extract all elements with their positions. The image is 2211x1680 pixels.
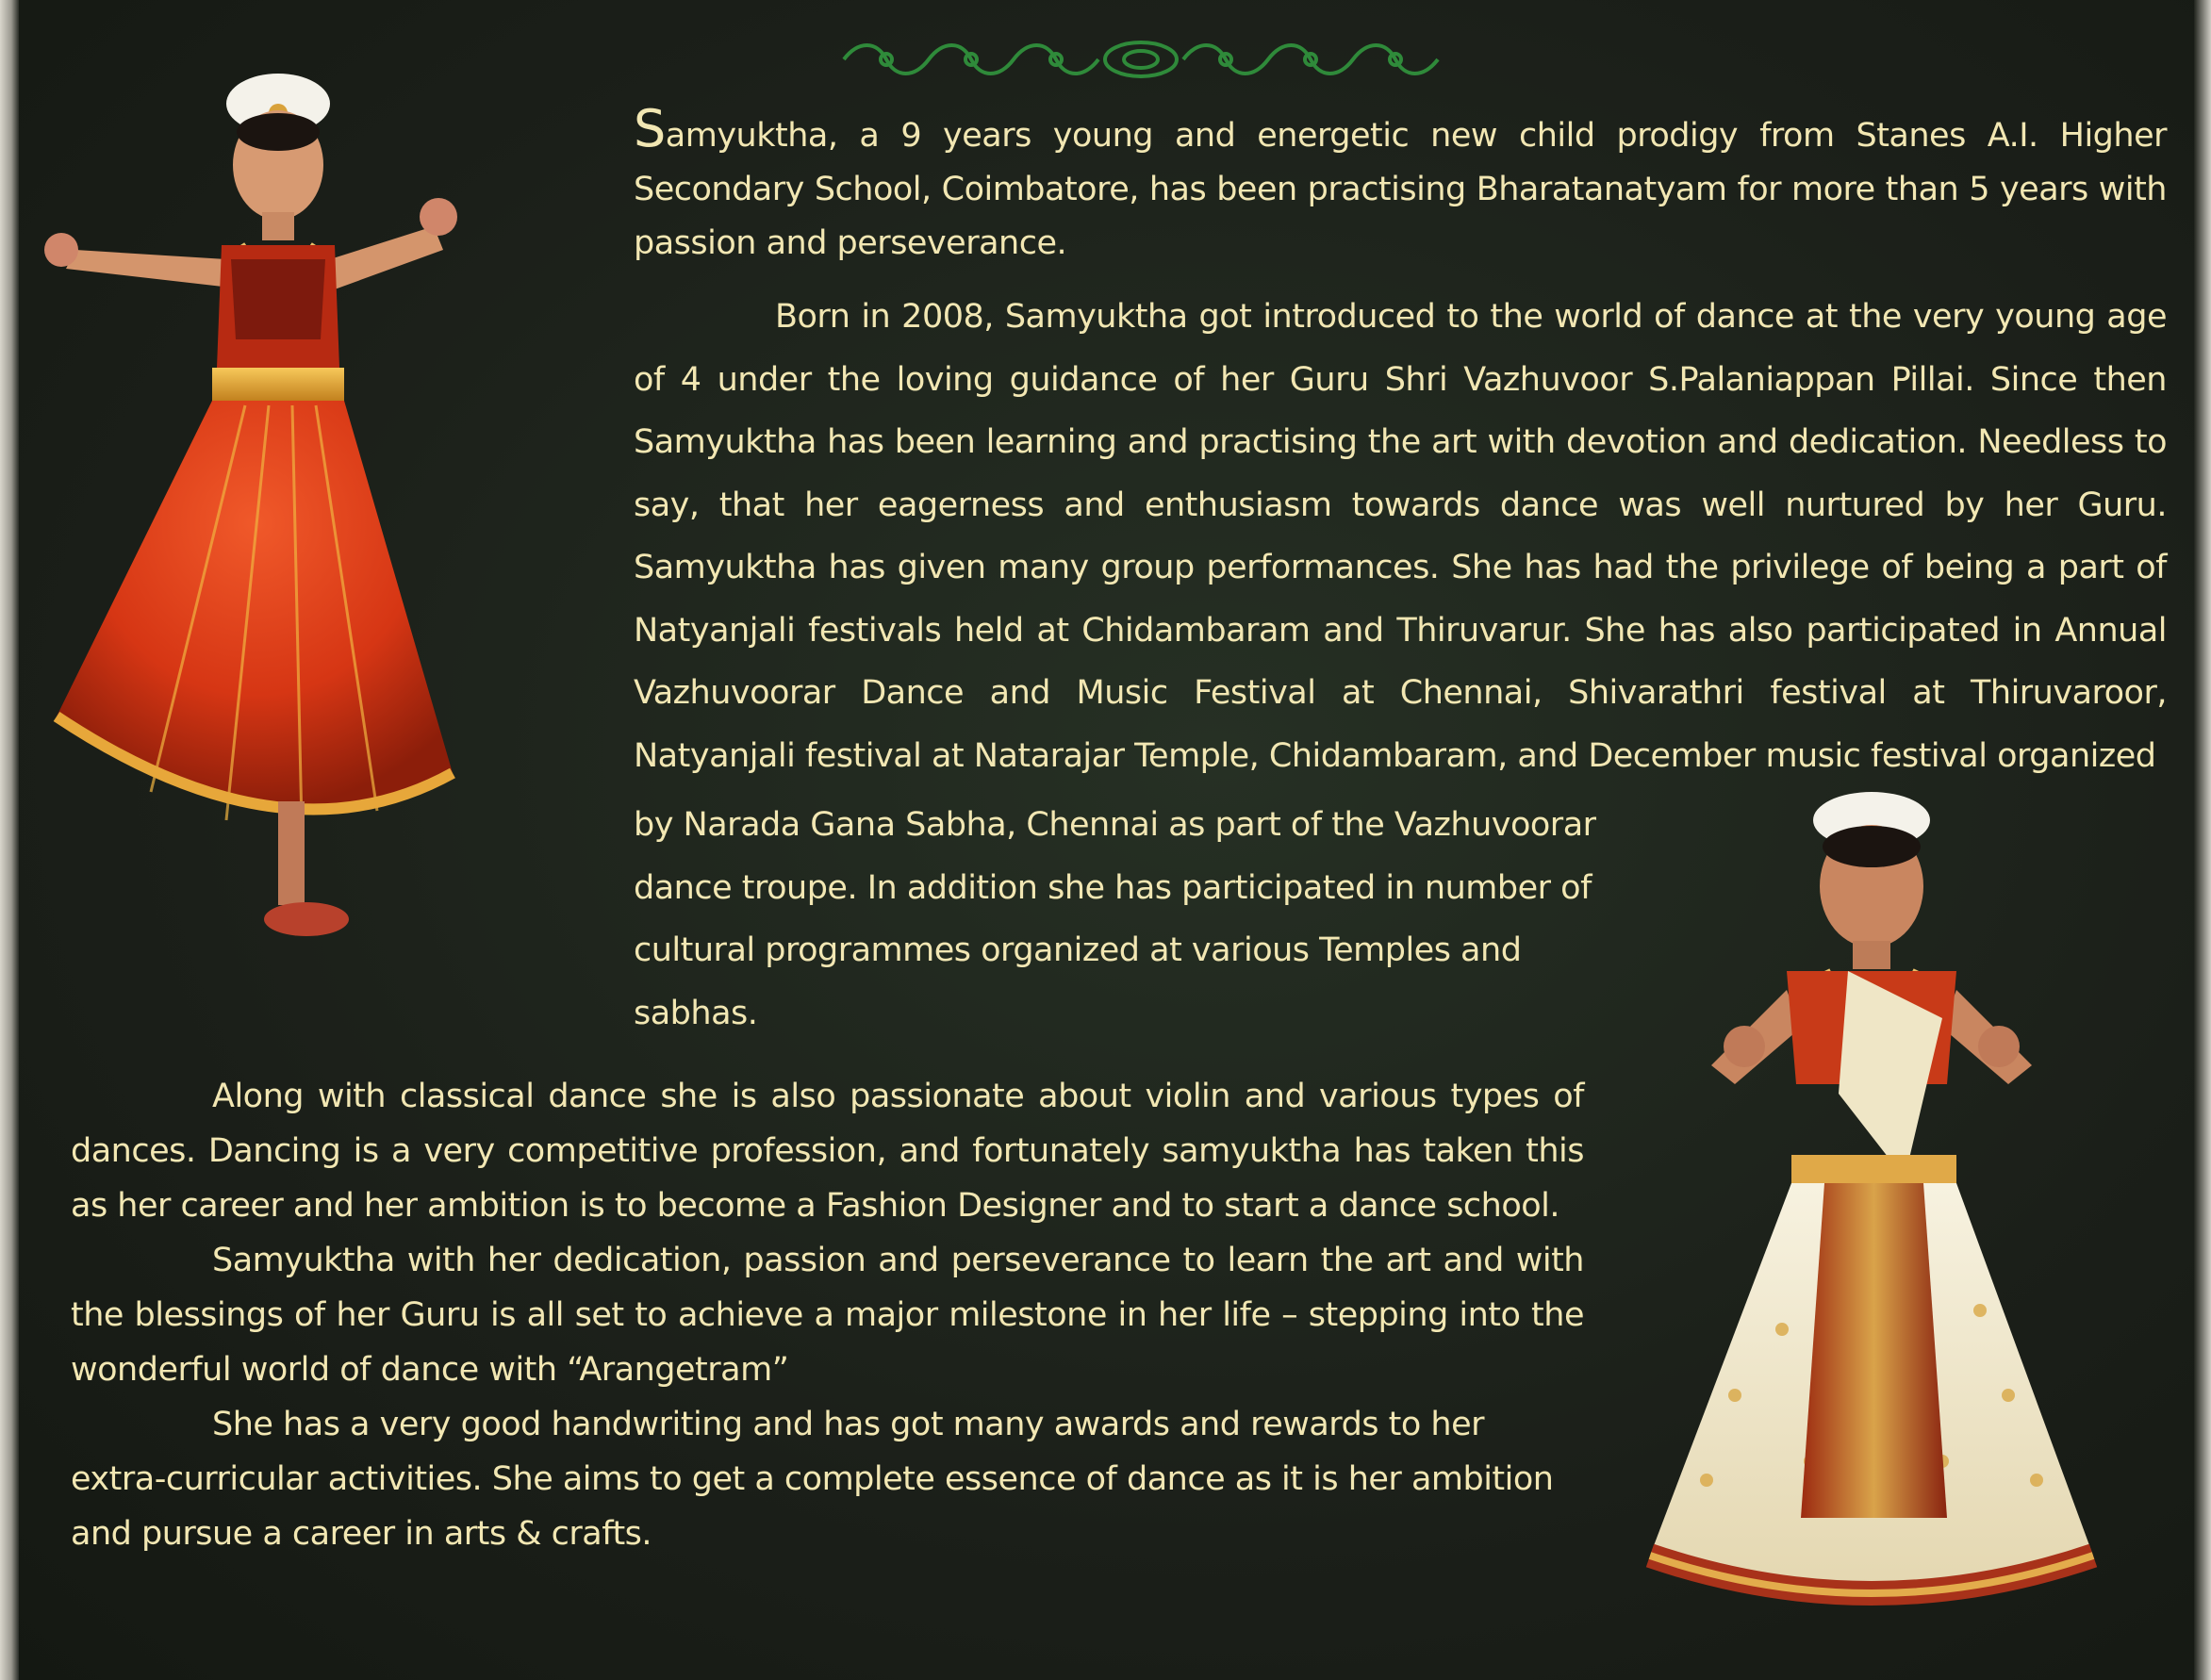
troupe-paragraph: by Narada Gana Sabha, Chennai as part of the Vazhuvoorar dance troupe. In addition she has participated in number of cultural programmes organized at various Temples and sabhas. — [634, 806, 1596, 1032]
right-page-edge — [2194, 0, 2211, 1680]
intro-text: amyuktha, a 9 years young and energetic new child prodigy from Stanes A.I. Higher Secondary School, Coimbatore, has been practising Bharatanatyam for more than 5 years with passion and perseverance. — [634, 117, 2167, 262]
background-paragraph: Born in 2008, Samyuktha got introduced to the world of dance at the very young age of 4 under the loving guidance of her Guru Shri Vazhuvoor S.Palaniappan Pillai. Since then Samyuktha has been learning and practising the art with devotion and dedication. Needless to say, that her eagerness and enthusiasm towards dance was well nurtured by her Guru. Samyuktha has given many group performances. She has had the privilege of being a part of Natyanjali festivals held at Chidambaram and Thiruvarur. She has also participated in Annual Vazhuvoorar Dance and Music Festival at Chennai, Shivarathri festival at Thiruvaroor, Natyanjali festival at Natarajar Temple, Chidambaram, and December music festival organized — [634, 298, 2167, 775]
arangetram-paragraph: Samyuktha with her dedication, passion and perseverance to learn the art and with the blessings of her Guru is all set to achieve a major milestone in her life – stepping into the wonderful world of dance with “Arangetram” — [71, 1242, 1584, 1389]
intro-paragraph — [634, 99, 2167, 271]
intro-dropcap: S — [634, 99, 666, 158]
bharatanatyam-dancer-white-costume-photo — [1622, 782, 2131, 1650]
bharatanatyam-dancer-red-costume-photo — [38, 57, 471, 952]
scroll-border-ornament-icon — [834, 36, 1447, 83]
interests-paragraph: Along with classical dance she is also passionate about violin and various types of dances. Dancing is a very competitive profession, and fortunately samyuktha has taken this as her career and her ambition is to become a Fashion Designer and to start a dance school. — [71, 1078, 1584, 1225]
achievements-paragraph: She has a very good handwriting and has got many awards and rewards to her extra-curricular activities. She aims to get a complete essence of dance as it is her ambition and pursue a career in arts & crafts. — [71, 1406, 1554, 1553]
left-page-edge — [0, 0, 19, 1680]
